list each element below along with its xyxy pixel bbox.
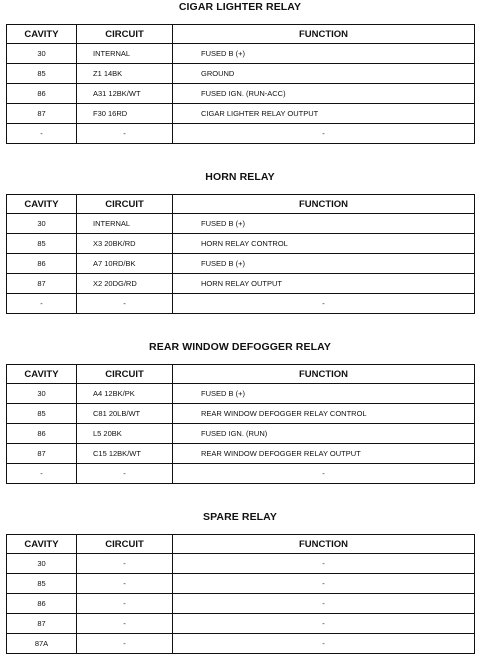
- table-row: [7, 464, 475, 484]
- table-row: [7, 614, 475, 634]
- circuit-cell: A7 10RD/BK: [77, 254, 173, 274]
- function-cell: FUSED IGN. (RUN-ACC): [173, 84, 475, 104]
- table-row: [7, 404, 475, 424]
- cavity-cell: 86: [7, 594, 77, 614]
- cavity-header: CAVITY: [7, 195, 77, 214]
- function-cell: -: [173, 594, 475, 614]
- table-row: [7, 444, 475, 464]
- circuit-cell: X2 20DG/RD: [77, 274, 173, 294]
- cavity-cell: 85: [7, 234, 77, 254]
- function-cell: HORN RELAY OUTPUT: [173, 274, 475, 294]
- cavity-cell: 85: [7, 64, 77, 84]
- function-cell: REAR WINDOW DEFOGGER RELAY OUTPUT: [173, 444, 475, 464]
- cavity-header: CAVITY: [7, 535, 77, 554]
- cavity-cell: 87: [7, 614, 77, 634]
- circuit-cell: -: [77, 574, 173, 594]
- function-header: FUNCTION: [173, 365, 475, 384]
- function-header: FUNCTION: [173, 535, 475, 554]
- function-cell: REAR WINDOW DEFOGGER RELAY CONTROL: [173, 404, 475, 424]
- function-cell: FUSED IGN. (RUN): [173, 424, 475, 444]
- circuit-cell: A4 12BK/PK: [77, 384, 173, 404]
- function-header: FUNCTION: [173, 195, 475, 214]
- circuit-header: CIRCUIT: [77, 535, 173, 554]
- circuit-cell: F30 16RD: [77, 104, 173, 124]
- circuit-cell: INTERNAL: [77, 214, 173, 234]
- cavity-cell: 87: [7, 104, 77, 124]
- circuit-cell: -: [77, 634, 173, 654]
- function-cell: FUSED B (+): [173, 214, 475, 234]
- function-cell: -: [173, 124, 475, 144]
- circuit-cell: C15 12BK/WT: [77, 444, 173, 464]
- cavity-cell: 30: [7, 44, 77, 64]
- table-row: [7, 424, 475, 444]
- function-cell: -: [173, 554, 475, 574]
- function-cell: -: [173, 634, 475, 654]
- cavity-cell: -: [7, 464, 77, 484]
- circuit-cell: INTERNAL: [77, 44, 173, 64]
- function-header: FUNCTION: [173, 25, 475, 44]
- circuit-cell: -: [77, 554, 173, 574]
- function-cell: HORN RELAY CONTROL: [173, 234, 475, 254]
- circuit-header: CIRCUIT: [77, 195, 173, 214]
- cavity-cell: 87: [7, 274, 77, 294]
- section-title: REAR WINDOW DEFOGGER RELAY: [149, 341, 331, 353]
- table-row: [7, 574, 475, 594]
- function-cell: -: [173, 294, 475, 314]
- cavity-cell: 86: [7, 254, 77, 274]
- cavity-cell: 87A: [7, 634, 77, 654]
- cavity-header: CAVITY: [7, 365, 77, 384]
- circuit-cell: A31 12BK/WT: [77, 84, 173, 104]
- table-row: [7, 294, 475, 314]
- header-row: [7, 25, 475, 44]
- function-cell: -: [173, 574, 475, 594]
- table-row: [7, 384, 475, 404]
- cavity-header: CAVITY: [7, 25, 77, 44]
- table-row: [7, 84, 475, 104]
- circuit-cell: -: [77, 464, 173, 484]
- cavity-cell: -: [7, 294, 77, 314]
- table-row: [7, 104, 475, 124]
- relay-table: [6, 194, 475, 314]
- circuit-cell: Z1 14BK: [77, 64, 173, 84]
- section-title: CIGAR LIGHTER RELAY: [178, 1, 302, 13]
- table-row: [7, 124, 475, 144]
- cavity-cell: 85: [7, 404, 77, 424]
- circuit-cell: -: [77, 614, 173, 634]
- table-row: [7, 594, 475, 614]
- circuit-header: CIRCUIT: [77, 365, 173, 384]
- circuit-cell: -: [77, 124, 173, 144]
- circuit-header: CIRCUIT: [77, 25, 173, 44]
- table-row: [7, 634, 475, 654]
- section-title: HORN RELAY: [205, 171, 275, 183]
- table-row: [7, 214, 475, 234]
- section-title: SPARE RELAY: [202, 511, 278, 523]
- circuit-cell: -: [77, 294, 173, 314]
- table-row: [7, 64, 475, 84]
- table-row: [7, 554, 475, 574]
- table-row: [7, 254, 475, 274]
- function-cell: -: [173, 464, 475, 484]
- cavity-cell: 30: [7, 554, 77, 574]
- header-row: [7, 195, 475, 214]
- table-row: [7, 234, 475, 254]
- header-row: [7, 535, 475, 554]
- relay-table: [6, 364, 475, 484]
- cavity-cell: 87: [7, 444, 77, 464]
- cavity-cell: 30: [7, 214, 77, 234]
- function-cell: GROUND: [173, 64, 475, 84]
- table-row: [7, 274, 475, 294]
- cavity-cell: 86: [7, 424, 77, 444]
- header-row: [7, 365, 475, 384]
- circuit-cell: C81 20LB/WT: [77, 404, 173, 424]
- function-cell: CIGAR LIGHTER RELAY OUTPUT: [173, 104, 475, 124]
- circuit-cell: X3 20BK/RD: [77, 234, 173, 254]
- function-cell: FUSED B (+): [173, 384, 475, 404]
- circuit-cell: -: [77, 594, 173, 614]
- function-cell: FUSED B (+): [173, 44, 475, 64]
- table-row: [7, 44, 475, 64]
- cavity-cell: -: [7, 124, 77, 144]
- circuit-cell: L5 20BK: [77, 424, 173, 444]
- cavity-cell: 86: [7, 84, 77, 104]
- relay-table: [6, 534, 475, 654]
- function-cell: -: [173, 614, 475, 634]
- relay-table: [6, 24, 475, 144]
- cavity-cell: 30: [7, 384, 77, 404]
- function-cell: FUSED B (+): [173, 254, 475, 274]
- cavity-cell: 85: [7, 574, 77, 594]
